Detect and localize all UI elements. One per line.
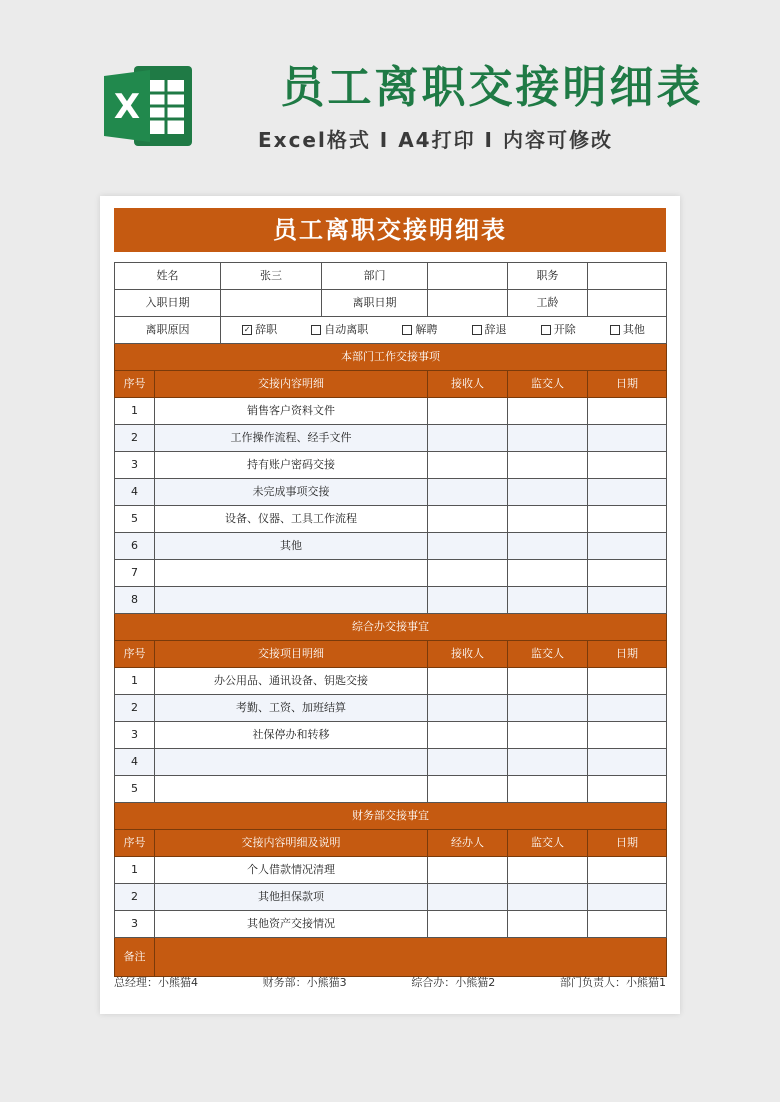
page-subtitle: Excel格式 I A4打印 I 内容可修改 [258, 128, 613, 152]
dept-label: 部门 [322, 263, 428, 290]
row-number: 4 [115, 479, 155, 506]
row-item: 其他 [155, 533, 428, 560]
handover-form [114, 262, 667, 977]
remarks-label: 备注 [115, 938, 155, 977]
receiver-cell[interactable] [428, 425, 508, 452]
row-item: 销售客户资料文件 [155, 398, 428, 425]
reason-option[interactable] [242, 317, 277, 343]
column-header: 交接内容明细及说明 [155, 830, 428, 857]
receiver-cell[interactable] [428, 911, 508, 938]
row-item: 其他资产交接情况 [155, 911, 428, 938]
row-item [155, 560, 428, 587]
reason-option-label: 辞退 [484, 323, 507, 336]
column-header: 监交人 [508, 371, 588, 398]
row-number: 3 [115, 911, 155, 938]
row-number: 7 [115, 560, 155, 587]
receiver-cell[interactable] [428, 857, 508, 884]
row-item: 办公用品、通讯设备、钥匙交接 [155, 668, 428, 695]
position-label: 职务 [508, 263, 588, 290]
date-cell[interactable] [588, 857, 667, 884]
receiver-cell[interactable] [428, 884, 508, 911]
reason-options [221, 317, 667, 344]
form-sheet [100, 196, 680, 1014]
row-item [155, 776, 428, 803]
row-number: 5 [115, 776, 155, 803]
date-cell[interactable] [588, 884, 667, 911]
remarks-value[interactable] [155, 938, 667, 977]
date-cell[interactable] [588, 695, 667, 722]
row-number: 5 [115, 506, 155, 533]
section-header [115, 803, 667, 830]
row-item: 工作操作流程、经手文件 [155, 425, 428, 452]
date-cell[interactable] [588, 506, 667, 533]
table-row [115, 695, 667, 722]
table-row [115, 398, 667, 425]
date-cell[interactable] [588, 587, 667, 614]
table-row [115, 911, 667, 938]
reason-label: 离职原因 [115, 317, 221, 344]
receiver-cell[interactable] [428, 533, 508, 560]
column-header: 监交人 [508, 830, 588, 857]
remarks-row [115, 938, 667, 977]
column-header: 序号 [115, 371, 155, 398]
join-date-value[interactable] [221, 290, 322, 317]
table-row [115, 479, 667, 506]
checkbox-icon[interactable] [541, 325, 551, 335]
signature-finance: 财务部：小熊猫3 [262, 976, 347, 989]
column-header: 接收人 [428, 641, 508, 668]
checkbox-icon[interactable] [610, 325, 620, 335]
checkbox-icon[interactable] [472, 325, 482, 335]
receiver-cell[interactable] [428, 695, 508, 722]
reason-option[interactable] [311, 317, 368, 343]
column-header: 交接内容明细 [155, 371, 428, 398]
receiver-cell[interactable] [428, 560, 508, 587]
date-cell[interactable] [588, 560, 667, 587]
checkbox-icon[interactable] [311, 325, 321, 335]
supervisor-cell[interactable] [508, 479, 588, 506]
excel-icon [100, 58, 196, 154]
checkbox-icon[interactable] [402, 325, 412, 335]
supervisor-cell[interactable] [508, 506, 588, 533]
column-header: 日期 [588, 830, 667, 857]
receiver-cell[interactable] [428, 452, 508, 479]
leave-date-value[interactable] [428, 290, 508, 317]
reason-option-label: 辞职 [255, 323, 278, 336]
row-number: 2 [115, 695, 155, 722]
leave-date-label: 离职日期 [322, 290, 428, 317]
section-header [115, 344, 667, 371]
table-row [115, 452, 667, 479]
table-row [115, 425, 667, 452]
supervisor-cell[interactable] [508, 911, 588, 938]
name-label: 姓名 [115, 263, 221, 290]
name-value[interactable]: 张三 [221, 263, 322, 290]
supervisor-cell[interactable] [508, 668, 588, 695]
join-date-label: 入职日期 [115, 290, 221, 317]
section-header [115, 614, 667, 641]
tenure-label: 工龄 [508, 290, 588, 317]
date-cell[interactable] [588, 533, 667, 560]
receiver-cell[interactable] [428, 587, 508, 614]
row-number: 3 [115, 452, 155, 479]
row-item [155, 749, 428, 776]
svg-text:X: X [113, 87, 141, 127]
table-row [115, 749, 667, 776]
reason-option-label: 开除 [553, 323, 576, 336]
receiver-cell[interactable] [428, 479, 508, 506]
row-number: 1 [115, 398, 155, 425]
row-number: 8 [115, 587, 155, 614]
signature-admin: 综合办：小熊猫2 [411, 976, 496, 989]
table-row [115, 722, 667, 749]
row-item [155, 587, 428, 614]
signature-footer [114, 974, 666, 990]
column-header: 监交人 [508, 641, 588, 668]
table-row [115, 587, 667, 614]
supervisor-cell[interactable] [508, 722, 588, 749]
tenure-value[interactable] [588, 290, 667, 317]
date-cell[interactable] [588, 911, 667, 938]
row-item: 其他担保款项 [155, 884, 428, 911]
column-header: 接收人 [428, 371, 508, 398]
table-row [115, 506, 667, 533]
column-header: 经办人 [428, 830, 508, 857]
table-row [115, 560, 667, 587]
table-row [115, 668, 667, 695]
reason-option[interactable] [472, 317, 507, 343]
row-number: 1 [115, 668, 155, 695]
supervisor-cell[interactable] [508, 776, 588, 803]
info-row [115, 290, 667, 317]
column-header-row [115, 371, 667, 398]
info-row [115, 263, 667, 290]
signature-dept-head: 部门负责人：小熊猫1 [559, 976, 666, 989]
date-cell[interactable] [588, 722, 667, 749]
reason-option-label: 自动离职 [324, 323, 369, 336]
date-cell[interactable] [588, 776, 667, 803]
receiver-cell[interactable] [428, 749, 508, 776]
signature-gm: 总经理：小熊猫4 [114, 976, 198, 989]
supervisor-cell[interactable] [508, 452, 588, 479]
column-header: 序号 [115, 830, 155, 857]
receiver-cell[interactable] [428, 776, 508, 803]
table-row [115, 857, 667, 884]
document-title: 员工离职交接明细表 [114, 208, 666, 252]
checkbox-checked-icon[interactable]: ✓ [243, 325, 251, 334]
row-number: 6 [115, 533, 155, 560]
supervisor-cell[interactable] [508, 560, 588, 587]
column-header-row [115, 641, 667, 668]
reason-option[interactable] [541, 317, 576, 343]
receiver-cell[interactable] [428, 506, 508, 533]
row-item: 未完成事项交接 [155, 479, 428, 506]
date-cell[interactable] [588, 668, 667, 695]
supervisor-cell[interactable] [508, 857, 588, 884]
row-number: 3 [115, 722, 155, 749]
table-row [115, 533, 667, 560]
supervisor-cell[interactable] [508, 695, 588, 722]
receiver-cell[interactable] [428, 398, 508, 425]
position-value[interactable] [588, 263, 667, 290]
date-cell[interactable] [588, 425, 667, 452]
supervisor-cell[interactable] [508, 884, 588, 911]
dept-value[interactable] [428, 263, 508, 290]
row-item: 设备、仪器、工具工作流程 [155, 506, 428, 533]
date-cell[interactable] [588, 452, 667, 479]
row-number: 2 [115, 425, 155, 452]
supervisor-cell[interactable] [508, 587, 588, 614]
column-header: 日期 [588, 641, 667, 668]
date-cell[interactable] [588, 398, 667, 425]
receiver-cell[interactable] [428, 668, 508, 695]
table-row [115, 884, 667, 911]
reason-option-label: 解聘 [415, 323, 438, 336]
date-cell[interactable] [588, 749, 667, 776]
row-number: 2 [115, 884, 155, 911]
receiver-cell[interactable] [428, 722, 508, 749]
row-number: 1 [115, 857, 155, 884]
section-title: 本部门工作交接事项 [115, 344, 667, 371]
supervisor-cell[interactable] [508, 533, 588, 560]
row-item: 持有账户密码交接 [155, 452, 428, 479]
row-item: 考勤、工资、加班结算 [155, 695, 428, 722]
table-row [115, 776, 667, 803]
reason-option[interactable] [402, 317, 437, 343]
supervisor-cell[interactable] [508, 398, 588, 425]
date-cell[interactable] [588, 479, 667, 506]
section-title: 综合办交接事宜 [115, 614, 667, 641]
reason-row [115, 317, 667, 344]
column-header: 日期 [588, 371, 667, 398]
reason-option-label: 其他 [622, 323, 645, 336]
section-title: 财务部交接事宜 [115, 803, 667, 830]
column-header-row [115, 830, 667, 857]
row-item: 个人借款情况清理 [155, 857, 428, 884]
column-header: 交接项目明细 [155, 641, 428, 668]
reason-option[interactable] [610, 317, 645, 343]
row-item: 社保停办和转移 [155, 722, 428, 749]
supervisor-cell[interactable] [508, 425, 588, 452]
column-header: 序号 [115, 641, 155, 668]
row-number: 4 [115, 749, 155, 776]
supervisor-cell[interactable] [508, 749, 588, 776]
page-title: 员工离职交接明细表 [280, 62, 704, 113]
